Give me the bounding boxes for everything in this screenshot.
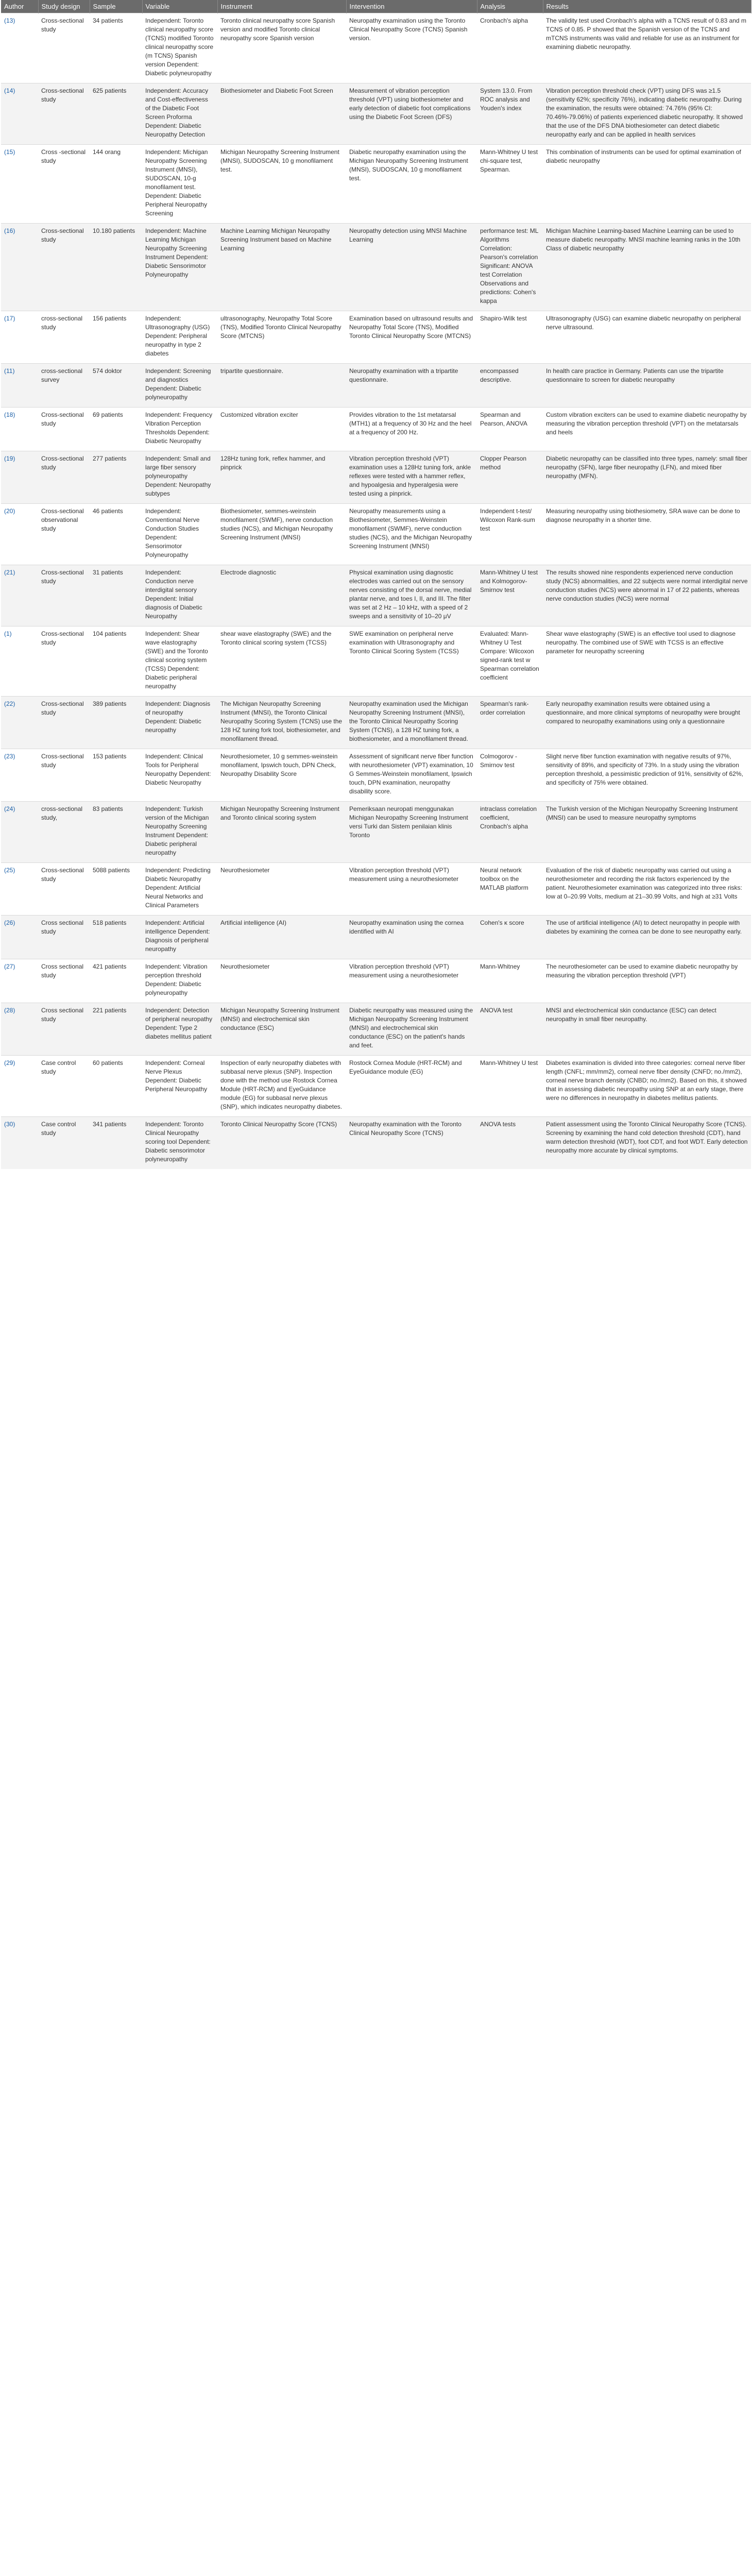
analysis-cell: performance test: ML Algorithms Correlation: Pearson's correlation Significant: ANOVA test Correlation Observations and predictions: Cohen's kappa: [477, 224, 543, 311]
header-variable: Variable: [142, 0, 217, 13]
results-cell: The validity test used Cronbach's alpha with a TCNS result of 0.83 and m TCNS of 0.85. P showed that the Spanish version of the TCNS and mTCNS instruments was valid and reliable for use as an instrument for examining diabetic neuropathy.: [543, 13, 751, 83]
intervention-cell: Diabetic neuropathy was measured using the Michigan Neuropathy Screening Instrument (MNSI) and electrochemical skin conductance (ESC) on the patient's hands and feet.: [346, 1003, 477, 1056]
author-link[interactable]: (16): [1, 224, 38, 311]
table-row: [1, 364, 751, 408]
sample-cell: 625 patients: [90, 83, 142, 145]
instrument-cell: shear wave elastography (SWE) and the Toronto clinical scoring system (TCSS): [217, 626, 346, 697]
analysis-cell: Cohen's κ score: [477, 916, 543, 959]
table-row: [1, 311, 751, 364]
results-cell: Shear wave elastography (SWE) is an effective tool used to diagnose neuropathy. The combined use of SWE with TCSS is an effective parameter for neuropathy screening: [543, 626, 751, 697]
study-design-cell: Cross sectional study: [38, 959, 90, 1003]
study-design-cell: Cross-sectional study: [38, 626, 90, 697]
study-design-cell: cross-sectional study,: [38, 802, 90, 863]
intervention-cell: Neuropathy examination using the cornea identified with AI: [346, 916, 477, 959]
sample-cell: 277 patients: [90, 451, 142, 504]
study-design-cell: Cross-sectional study: [38, 408, 90, 451]
variable-cell: Independent: Conventional Nerve Conduction Studies Dependent: Sensorimotor Polyneuropathy: [142, 504, 217, 565]
variable-cell: Independent: Screening and diagnostics Dependent: Diabetic polyneuropathy: [142, 364, 217, 408]
header-study-design: Study design: [38, 0, 90, 13]
analysis-cell: Evaluated: Mann-Whitney U Test Compare: Wilcoxon signed-rank test w Spearman correlation coefficient: [477, 626, 543, 697]
table-body: [1, 13, 751, 1170]
table-row: [1, 959, 751, 1003]
instrument-cell: Michigan Neuropathy Screening Instrument and Toronto clinical scoring system: [217, 802, 346, 863]
intervention-cell: Measurement of vibration perception threshold (VPT) using biothesiometer and early detection of diabetic foot complications using the Diabetic Foot Screen (DFS): [346, 83, 477, 145]
variable-cell: Independent: Vibration perception threshold Dependent: Diabetic polyneuropathy: [142, 959, 217, 1003]
sample-cell: 46 patients: [90, 504, 142, 565]
sample-cell: 144 orang: [90, 145, 142, 224]
results-cell: The Turkish version of the Michigan Neuropathy Screening Instrument (MNSI) can be used to measure neuropathy symptoms: [543, 802, 751, 863]
instrument-cell: Inspection of early neuropathy diabetes with subbasal nerve plexus (SNP). Inspection done with the method use Rostock Cornea Module (HRT-RCM) and EyeGuidance module (EG) for subbasal nerve plexus (SNP), which indicates neuropathy diabetes.: [217, 1056, 346, 1117]
results-cell: Slight nerve fiber function examination with negative results of 97%, sensitivity of 89%, and specificity of 73%. In a study using the vibration perception threshold, a pessimistic prediction of 91%, sensitivity of 62%, and specificity of 75% were obtained.: [543, 749, 751, 802]
intervention-cell: Pemeriksaan neuropati menggunakan Michigan Neuropathy Screening Instrument versi Turki dan Sistem penilaian klinis Toronto: [346, 802, 477, 863]
variable-cell: Independent: Shear wave elastography (SWE) and the Toronto clinical scoring system (TCSS) Dependent: Diabetic peripheral neuropathy: [142, 626, 217, 697]
analysis-cell: Neural network toolbox on the MATLAB platform: [477, 863, 543, 916]
variable-cell: Independent: Small and large fiber sensory polyneuropathy Dependent: Neuropathy subtypes: [142, 451, 217, 504]
instrument-cell: Customized vibration exciter: [217, 408, 346, 451]
table-row: [1, 451, 751, 504]
intervention-cell: Provides vibration to the 1st metatarsal (MTH1) at a frequency of 30 Hz and the heel at a frequency of 200 Hz.: [346, 408, 477, 451]
table-row: [1, 626, 751, 697]
instrument-cell: Electrode diagnostic: [217, 565, 346, 626]
author-link[interactable]: (1): [1, 626, 38, 697]
analysis-cell: Shapiro-Wilk test: [477, 311, 543, 364]
results-cell: Early neuropathy examination results were obtained using a questionnaire, and more clinical symptoms of neuropathy were brought compared to neuropathy examinations using only a questionnaire: [543, 697, 751, 749]
table-row: [1, 1117, 751, 1170]
analysis-cell: Colmogorov -Smirnov test: [477, 749, 543, 802]
analysis-cell: Independent t-test/ Wilcoxon Rank-sum test: [477, 504, 543, 565]
intervention-cell: SWE examination on peripheral nerve examination with Ultrasonography and Toronto Clinical Scoring System (TCSS): [346, 626, 477, 697]
study-design-cell: Case control study: [38, 1117, 90, 1170]
sample-cell: 518 patients: [90, 916, 142, 959]
intervention-cell: Neuropathy examination used the Michigan Neuropathy Screening Instrument (MNSI), the Toronto Clinical Neuropathy Scoring System (TCNS), a 128 HZ tuning fork, a biothesiometer, and a monofilament thread.: [346, 697, 477, 749]
analysis-cell: Mann-Whitney U test: [477, 1056, 543, 1117]
header-author: Author: [1, 0, 38, 13]
table-row: [1, 1056, 751, 1117]
variable-cell: Independent: Conduction nerve interdigital sensory Dependent: Initial diagnosis of Diabetic Neuropathy: [142, 565, 217, 626]
study-design-cell: Cross -sectional study: [38, 145, 90, 224]
sample-cell: 104 patients: [90, 626, 142, 697]
author-link[interactable]: (23): [1, 749, 38, 802]
sample-cell: 156 patients: [90, 311, 142, 364]
instrument-cell: Artificial intelligence (AI): [217, 916, 346, 959]
author-link[interactable]: (26): [1, 916, 38, 959]
variable-cell: Independent: Frequency Vibration Perception Thresholds Dependent: Diabetic Neuropathy: [142, 408, 217, 451]
analysis-cell: Clopper Pearson method: [477, 451, 543, 504]
variable-cell: Independent: Toronto clinical neuropathy score (TCNS) modified Toronto clinical neuropathy score (m TCNS) Spanish version Dependent: Diabetic polyneuropathy: [142, 13, 217, 83]
instrument-cell: tripartite questionnaire.: [217, 364, 346, 408]
analysis-cell: Mann-Whitney U test chi-square test, Spearman.: [477, 145, 543, 224]
variable-cell: Independent: Artificial intelligence Dependent: Diagnosis of peripheral neuropathy: [142, 916, 217, 959]
instrument-cell: Toronto clinical neuropathy score Spanish version and modified Toronto clinical neuropathy score Spanish version: [217, 13, 346, 83]
study-design-cell: Cross-sectional study: [38, 83, 90, 145]
study-design-cell: Cross-sectional study: [38, 13, 90, 83]
results-cell: Custom vibration exciters can be used to examine diabetic neuropathy by measuring the vibration perception threshold (VPT) on the metatarsals and heels: [543, 408, 751, 451]
header-sample: Sample: [90, 0, 142, 13]
table-row: [1, 1003, 751, 1056]
analysis-cell: ANOVA tests: [477, 1117, 543, 1170]
table-row: [1, 145, 751, 224]
table-row: [1, 565, 751, 626]
header-instrument: Instrument: [217, 0, 346, 13]
analysis-cell: Spearman and Pearson, ANOVA: [477, 408, 543, 451]
table-row: [1, 224, 751, 311]
table-row: [1, 916, 751, 959]
instrument-cell: Michigan Neuropathy Screening Instrument (MNSI) and electrochemical skin conductance (ESC): [217, 1003, 346, 1056]
sample-cell: 83 patients: [90, 802, 142, 863]
sample-cell: 421 patients: [90, 959, 142, 1003]
intervention-cell: Neuropathy measurements using a Biothesiometer, Semmes-Weinstein monofilament (SWMF), nerve conduction studies (NCS), and the Michigan Neuropathy Screening Instrument (MNSI): [346, 504, 477, 565]
results-cell: The neurothesiometer can be used to examine diabetic neuropathy by measuring the vibration perception threshold (VPT): [543, 959, 751, 1003]
study-design-cell: Cross sectional study: [38, 916, 90, 959]
variable-cell: Independent: Detection of peripheral neuropathy Dependent: Type 2 diabetes mellitus patient: [142, 1003, 217, 1056]
sample-cell: 34 patients: [90, 13, 142, 83]
table-row: [1, 504, 751, 565]
analysis-cell: System 13.0. From ROC analysis and Youden's index: [477, 83, 543, 145]
study-design-cell: Cross-sectional study: [38, 749, 90, 802]
table-header: [1, 0, 751, 13]
sample-cell: 341 patients: [90, 1117, 142, 1170]
variable-cell: Independent: Ultrasonography (USG) Dependent: Peripheral neuropathy in type 2 diabetes: [142, 311, 217, 364]
study-design-cell: Case control study: [38, 1056, 90, 1117]
intervention-cell: Vibration perception threshold (VPT) measurement using a neurothesiometer: [346, 863, 477, 916]
author-link[interactable]: (15): [1, 145, 38, 224]
table-row: [1, 697, 751, 749]
header-intervention: Intervention: [346, 0, 477, 13]
variable-cell: Independent: Turkish version of the Michigan Neuropathy Screening Instrument Dependent: Diabetic peripheral neuropathy: [142, 802, 217, 863]
sample-cell: 69 patients: [90, 408, 142, 451]
header-row: [1, 0, 751, 13]
variable-cell: Independent: Accuracy and Cost-effectiveness of the Diabetic Foot Screen Proforma Dependent: Diabetic Neuropathy Detection: [142, 83, 217, 145]
author-link[interactable]: (20): [1, 504, 38, 565]
results-cell: This combination of instruments can be used for optimal examination of diabetic neuropathy: [543, 145, 751, 224]
variable-cell: Independent: Corneal Nerve Plexus Dependent: Diabetic Peripheral Neuropathy: [142, 1056, 217, 1117]
author-link[interactable]: (14): [1, 83, 38, 145]
variable-cell: Independent: Clinical Tools for Peripheral Neuropathy Dependent: Diabetic Neuropathy: [142, 749, 217, 802]
instrument-cell: Neurothesiometer, 10 g semmes-weinstein monofilament, Ipswich touch, DPN Check, Neuropathy Disability Score: [217, 749, 346, 802]
table-row: [1, 863, 751, 916]
analysis-cell: Mann-Whitney U test and Kolmogorov-Smirnov test: [477, 565, 543, 626]
study-design-cell: Cross-sectional study: [38, 863, 90, 916]
intervention-cell: Physical examination using diagnostic electrodes was carried out on the sensory nerves consisting of the dorsal nerve, medial plantar nerve, and toes I, II, and III. The filter was set at 2 Hz – 10 kHz, with a speed of 2 sweeps and a sensitivity of 10–20 μV: [346, 565, 477, 626]
variable-cell: Independent: Machine Learning Michigan Neuropathy Screening Instrument Dependent: Diabetic Sensorimotor Polyneuropathy: [142, 224, 217, 311]
instrument-cell: Neurothesiometer: [217, 863, 346, 916]
study-design-cell: Cross-sectional study: [38, 565, 90, 626]
instrument-cell: ultrasonography, Neuropathy Total Score (TNS), Modified Toronto Clinical Neuropathy Score (MTCNS): [217, 311, 346, 364]
author-link[interactable]: (24): [1, 802, 38, 863]
author-link[interactable]: (21): [1, 565, 38, 626]
author-link[interactable]: (30): [1, 1117, 38, 1170]
instrument-cell: Neurothesiometer: [217, 959, 346, 1003]
sample-cell: 153 patients: [90, 749, 142, 802]
variable-cell: Independent: Michigan Neuropathy Screening Instrument (MNSI), SUDOSCAN, 10-g monofilament test. Dependent: Diabetic Peripheral Neuropathy Screening: [142, 145, 217, 224]
header-results: Results: [543, 0, 751, 13]
analysis-cell: ANOVA test: [477, 1003, 543, 1056]
sample-cell: 221 patients: [90, 1003, 142, 1056]
results-cell: Evaluation of the risk of diabetic neuropathy was carried out using a neurothesiometer and recording the risk factors experienced by the patient. Neurothesiometer examination was categorized into three risks: low at 0–20.99 Volts, medium at 21–30.99 Volts, and high at ≥31 Volts: [543, 863, 751, 916]
intervention-cell: Assessment of significant nerve fiber function with neurothesiometer (VPT) examination, 10 G Semmes-Weinstein monofilament, Ipswich touch, DPN examination, neuropathy disability score.: [346, 749, 477, 802]
analysis-cell: encompassed descriptive.: [477, 364, 543, 408]
study-design-cell: Cross-sectional study: [38, 224, 90, 311]
intervention-cell: Neuropathy detection using MNSI Machine Learning: [346, 224, 477, 311]
sample-cell: 389 patients: [90, 697, 142, 749]
author-link[interactable]: (18): [1, 408, 38, 451]
analysis-cell: Cronbach's alpha: [477, 13, 543, 83]
author-link[interactable]: (11): [1, 364, 38, 408]
sample-cell: 5088 patients: [90, 863, 142, 916]
results-cell: Patient assessment using the Toronto Clinical Neuropathy Score (TCNS). Screening by examining the hand cold detection threshold (CDT), hand warm detection threshold (WDT), foot CDT, and foot WDT. Early detection neuropathy more accurate by clinical symptoms.: [543, 1117, 751, 1170]
variable-cell: Independent: Diagnosis of neuropathy Dependent: Diabetic neuropathy: [142, 697, 217, 749]
header-analysis: Analysis: [477, 0, 543, 13]
results-cell: Measuring neuropathy using biothesiometry, SRA wave can be done to diagnose neuropathy in a shorter time.: [543, 504, 751, 565]
intervention-cell: Neuropathy examination with a tripartite questionnaire.: [346, 364, 477, 408]
intervention-cell: Neuropathy examination using the Toronto Clinical Neuropathy Score (TCNS) Spanish version.: [346, 13, 477, 83]
instrument-cell: Biothesiometer, semmes-weinstein monofilament (SWMF), nerve conduction studies (NCS), and Michigan Neuropathy Screening Instrument (MNSI): [217, 504, 346, 565]
results-cell: The use of artificial intelligence (AI) to detect neuropathy in people with diabetes by examining the cornea can be done to see neuropathy early.: [543, 916, 751, 959]
results-cell: Vibration perception threshold check (VPT) using DFS was ≥1.5 (sensitivity 62%; specificity 76%), indicating diabetic neuropathy. During the examination, the results were obtained: 74.76% (95% CI: 70.46%-79.06%) of patients experienced diabetic neuropathy. It showed that the use of the DFS DNA biothesiometer can detect diabetic neuropathy early and can be applied in health services: [543, 83, 751, 145]
table-row: [1, 13, 751, 83]
author-link[interactable]: (17): [1, 311, 38, 364]
instrument-cell: Biothesiometer and Diabetic Foot Screen: [217, 83, 346, 145]
study-design-cell: cross-sectional study: [38, 311, 90, 364]
instrument-cell: Machine Learning Michigan Neuropathy Screening Instrument based on Machine Learning: [217, 224, 346, 311]
results-cell: Michigan Machine Learning-based Machine Learning can be used to measure diabetic neuropathy. MNSI machine learning ranks in the 10th Class of diabetic neuropathy: [543, 224, 751, 311]
results-cell: The results showed nine respondents experienced nerve conduction study (NCS) abnormalities, and 22 subjects were normal interdigital nerve conduction studies (NCS) were abnormal in 17 of 22 patients, whereas nerve conduction studies (NCS) were normal: [543, 565, 751, 626]
variable-cell: Independent: Predicting Diabetic Neuropathy Dependent: Artificial Neural Networks and Clinical Parameters: [142, 863, 217, 916]
results-cell: In health care practice in Germany. Patients can use the tripartite questionnaire to screen for diabetic neuropathy: [543, 364, 751, 408]
instrument-cell: 128Hz tuning fork, reflex hammer, and pinprick: [217, 451, 346, 504]
analysis-cell: Spearman's rank-order correlation: [477, 697, 543, 749]
instrument-cell: The Michigan Neuropathy Screening Instrument (MNSI), the Toronto Clinical Neuropathy Scoring System (TCNS) use the 128 HZ tuning fork tool, biothesiometer, and monofilament thread.: [217, 697, 346, 749]
author-link[interactable]: (22): [1, 697, 38, 749]
intervention-cell: Neuropathy examination with the Toronto Clinical Neuropathy Score (TCNS): [346, 1117, 477, 1170]
results-cell: Diabetic neuropathy can be classified into three types, namely: small fiber neuropathy (SFN), large fiber neuropathy (LFN), and mixed fiber neuropathy (MFN).: [543, 451, 751, 504]
study-design-cell: cross-sectional survey: [38, 364, 90, 408]
study-design-cell: Cross-sectional observational study: [38, 504, 90, 565]
intervention-cell: Diabetic neuropathy examination using the Michigan Neuropathy Screening Instrument (MNSI), SUDOSCAN, 10 g monofilament test.: [346, 145, 477, 224]
sample-cell: 10.180 patients: [90, 224, 142, 311]
results-cell: Diabetes examination is divided into three categories: corneal nerve fiber length (CNFL; mm/mm2), corneal nerve fiber density (CNFD; no./mm2), corneal nerve branch density (CNBD; no./mm2). Based on this, it showed that in assessing diabetic neuropathy using SNP at an early stage, there were no differences in neuropathy in diabetes mellitus patients.: [543, 1056, 751, 1117]
author-link[interactable]: (27): [1, 959, 38, 1003]
literature-table: [1, 0, 751, 1169]
study-design-cell: Cross sectional study: [38, 1003, 90, 1056]
table-row: [1, 408, 751, 451]
table-row: [1, 749, 751, 802]
results-cell: MNSI and electrochemical skin conductance (ESC) can detect neuropathy in small fiber neuropathy.: [543, 1003, 751, 1056]
author-link[interactable]: (29): [1, 1056, 38, 1117]
analysis-cell: intraclass correlation coefficient, Cronbach's alpha: [477, 802, 543, 863]
intervention-cell: Vibration perception threshold (VPT) examination uses a 128Hz tuning fork, ankle reflexes were tested with a hammer reflex, and hypoalgesia and hyperalgesia were tested using a pinprick.: [346, 451, 477, 504]
study-design-cell: Cross-sectional study: [38, 451, 90, 504]
table-row: [1, 802, 751, 863]
author-link[interactable]: (13): [1, 13, 38, 83]
intervention-cell: Examination based on ultrasound results and Neuropathy Total Score (TNS), Modified Toronto Clinical Neuropathy Score (MTCNS): [346, 311, 477, 364]
intervention-cell: Vibration perception threshold (VPT) measurement using a neurothesiometer: [346, 959, 477, 1003]
results-cell: Ultrasonography (USG) can examine diabetic neuropathy on peripheral nerve ultrasound.: [543, 311, 751, 364]
study-design-cell: Cross-sectional study: [38, 697, 90, 749]
variable-cell: Independent: Toronto Clinical Neuropathy scoring tool Dependent: Diabetic sensorimotor polyneuropathy: [142, 1117, 217, 1170]
instrument-cell: Toronto Clinical Neuropathy Score (TCNS): [217, 1117, 346, 1170]
sample-cell: 31 patients: [90, 565, 142, 626]
author-link[interactable]: (28): [1, 1003, 38, 1056]
sample-cell: 574 doktor: [90, 364, 142, 408]
author-link[interactable]: (25): [1, 863, 38, 916]
intervention-cell: Rostock Cornea Module (HRT-RCM) and EyeGuidance module (EG): [346, 1056, 477, 1117]
analysis-cell: Mann-Whitney: [477, 959, 543, 1003]
author-link[interactable]: (19): [1, 451, 38, 504]
sample-cell: 60 patients: [90, 1056, 142, 1117]
instrument-cell: Michigan Neuropathy Screening Instrument (MNSI), SUDOSCAN, 10 g monofilament test.: [217, 145, 346, 224]
table-row: [1, 83, 751, 145]
